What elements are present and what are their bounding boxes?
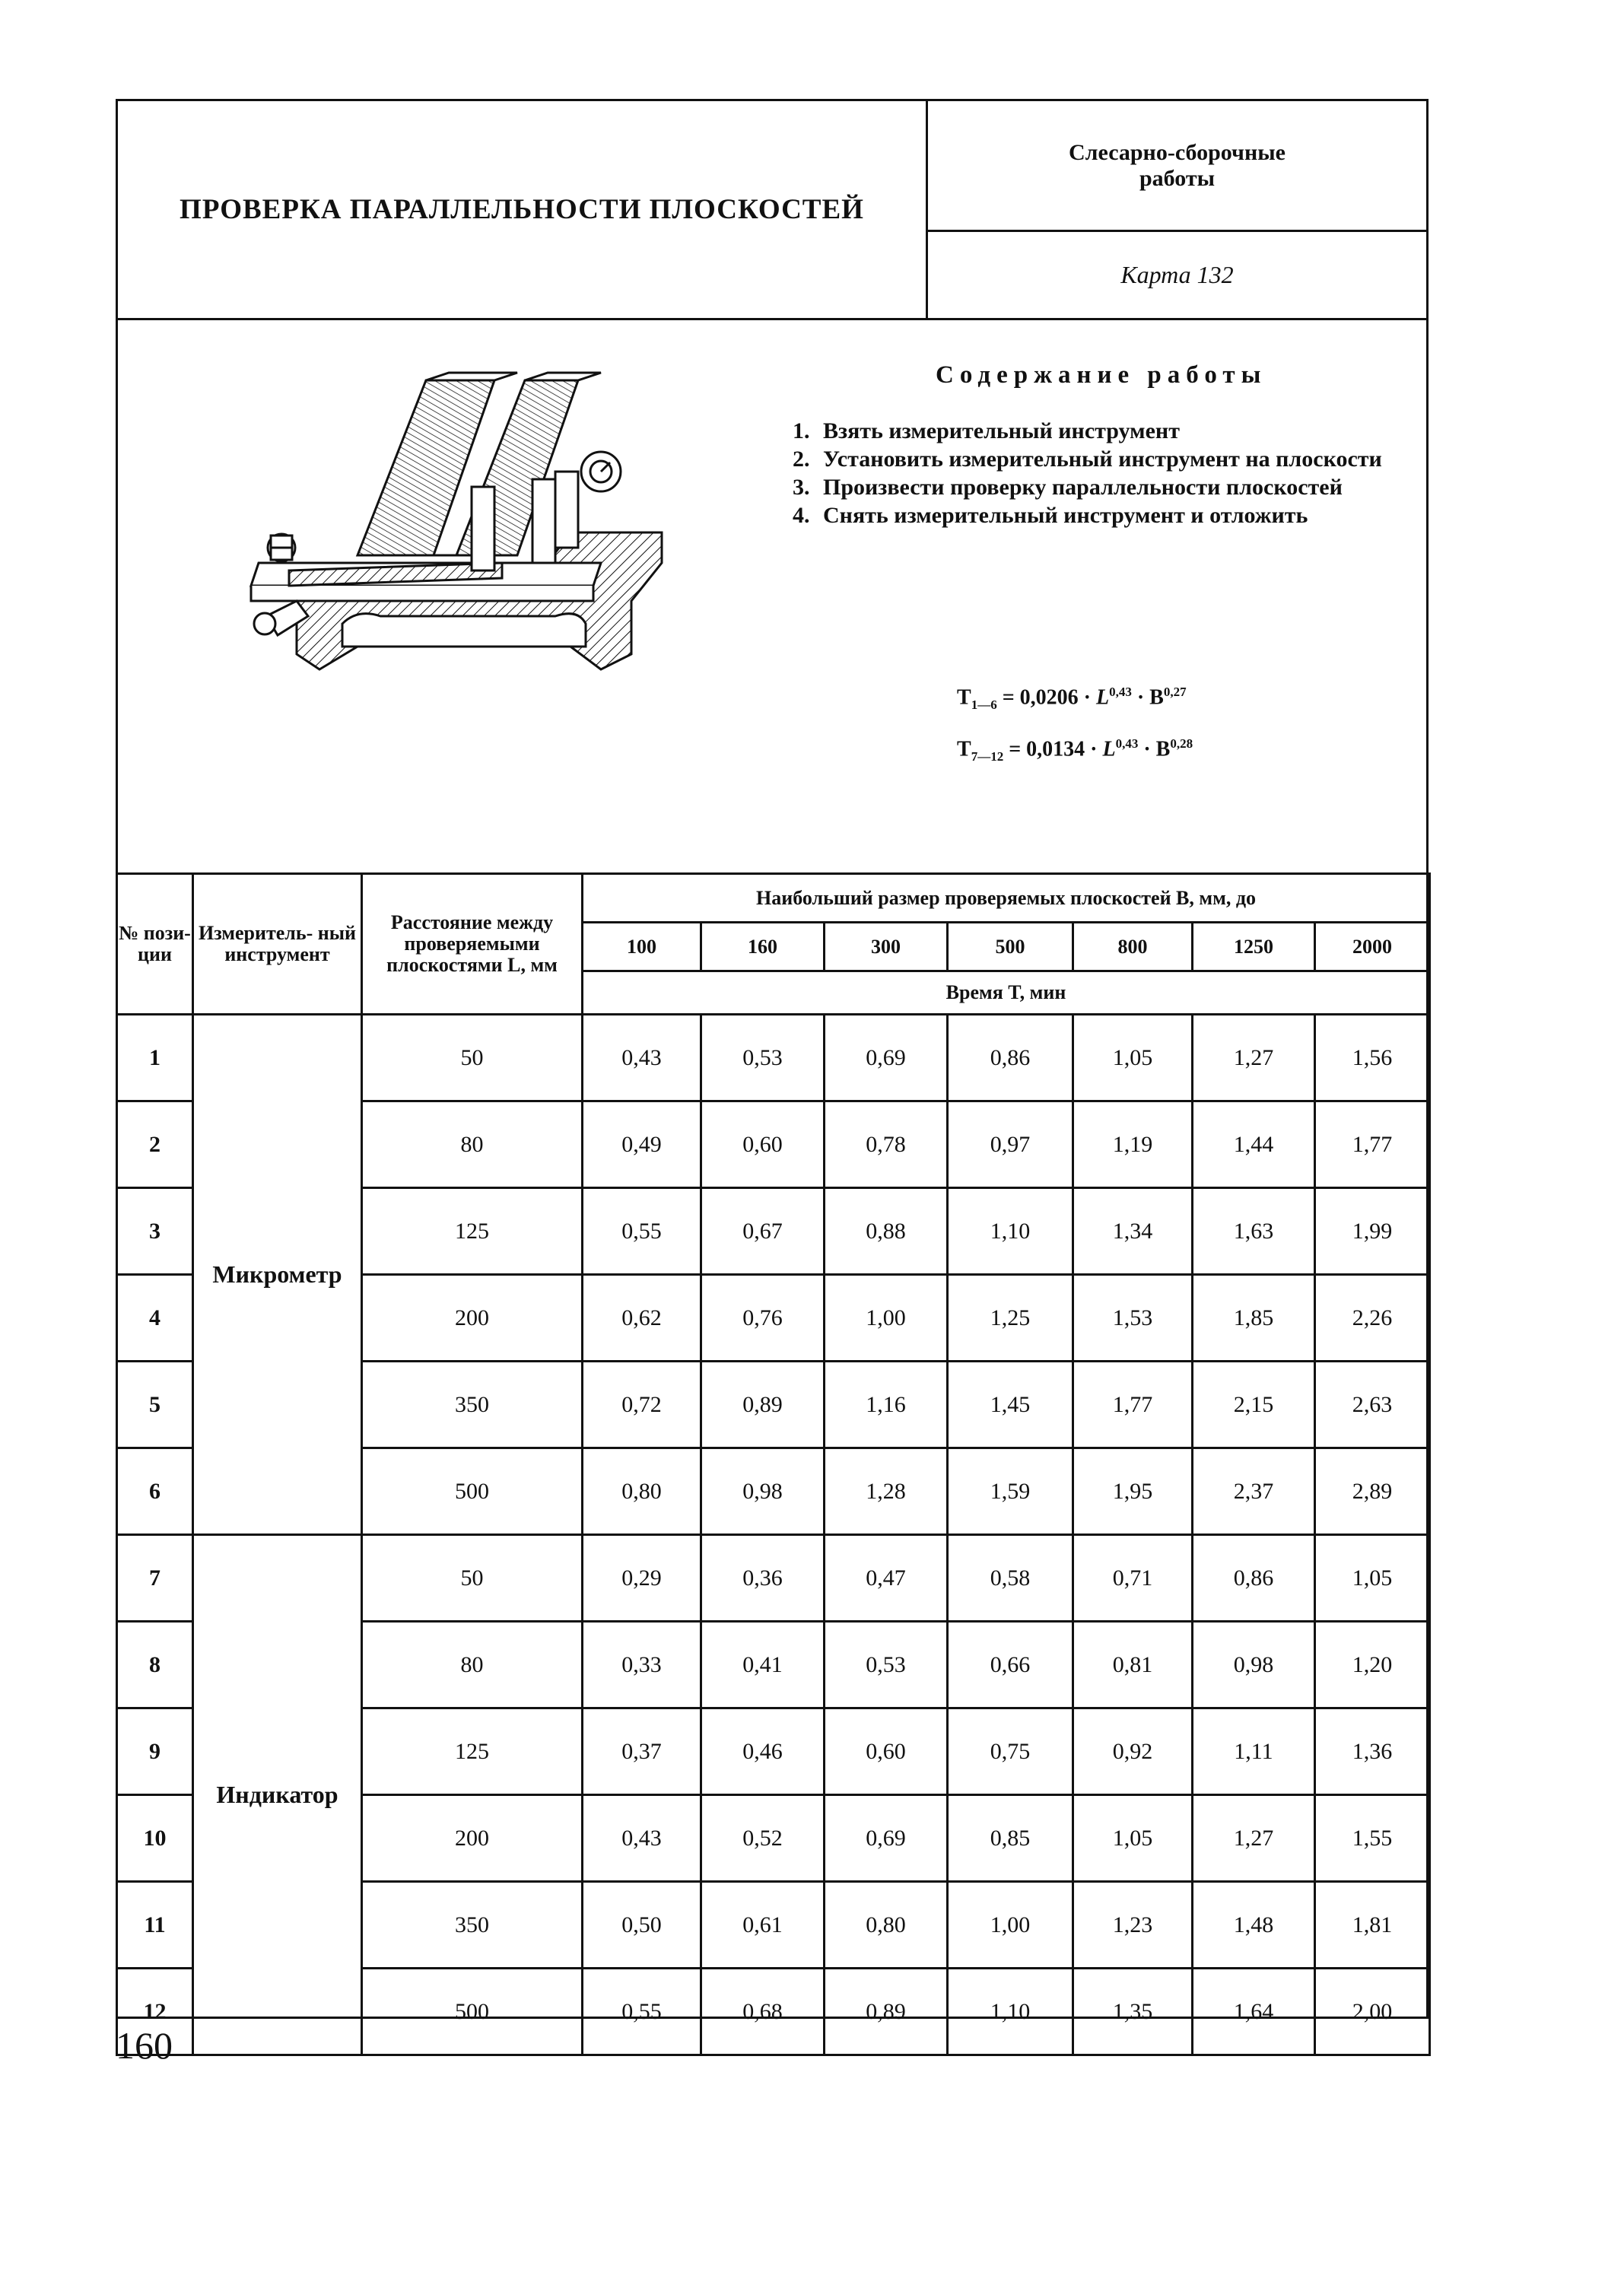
time-value-cell: 0,81	[1073, 1622, 1193, 1708]
size-col-header: 300	[825, 923, 948, 971]
time-value-cell: 0,53	[825, 1622, 948, 1708]
position-cell: 11	[117, 1882, 193, 1969]
time-value-cell: 1,10	[948, 1969, 1073, 2055]
time-value-cell: 1,10	[948, 1188, 1073, 1275]
time-value-cell: 1,19	[1073, 1101, 1193, 1188]
time-value-cell: 0,86	[1193, 1535, 1315, 1622]
distance-cell: 125	[362, 1708, 583, 1795]
time-value-cell: 2,26	[1315, 1275, 1430, 1362]
time-value-cell: 1,64	[1193, 1969, 1315, 2055]
micrometer-illustration	[205, 335, 738, 692]
time-norm-table	[116, 872, 1431, 2056]
step-item: 2. Установить измерительный инструмент на плоскости	[793, 447, 1382, 472]
position-cell: 10	[117, 1795, 193, 1882]
formula-7-12: $T_{7—12} = 0,0134 \cdot L^{0,43} \cdot B^{0,28}$	[957, 736, 1193, 764]
content-title: Содержание работы	[936, 361, 1267, 389]
size-col-header: 500	[948, 923, 1073, 971]
table-row	[117, 1535, 1430, 1622]
page-title: ПРОВЕРКА ПАРАЛЛЕЛЬНОСТИ ПЛОСКОСТЕЙ	[180, 194, 864, 225]
time-value-cell: 1,35	[1073, 1969, 1193, 2055]
distance-cell: 350	[362, 1882, 583, 1969]
time-value-cell: 1,00	[825, 1275, 948, 1362]
time-value-cell: 1,95	[1073, 1448, 1193, 1535]
time-value-cell: 1,99	[1315, 1188, 1430, 1275]
time-value-cell: 0,86	[948, 1015, 1073, 1101]
time-value-cell: 1,27	[1193, 1795, 1315, 1882]
position-cell: 8	[117, 1622, 193, 1708]
time-value-cell: 2,00	[1315, 1969, 1430, 2055]
time-value-cell: 0,43	[583, 1015, 701, 1101]
time-value-cell: 0,62	[583, 1275, 701, 1362]
time-value-cell: 0,49	[583, 1101, 701, 1188]
time-value-cell: 1,85	[1193, 1275, 1315, 1362]
distance-cell: 50	[362, 1015, 583, 1101]
time-value-cell: 0,66	[948, 1622, 1073, 1708]
position-cell: 5	[117, 1362, 193, 1448]
col-distance-header: Расстояние между проверяемыми плоскостями L, мм	[362, 874, 583, 1015]
section-name: Слесарно-сборочные работы	[1069, 139, 1286, 191]
col-position-header: № пози- ции	[117, 874, 193, 1015]
position-cell: 2	[117, 1101, 193, 1188]
work-steps	[793, 417, 1432, 529]
time-value-cell: 0,58	[948, 1535, 1073, 1622]
time-value-cell: 1,63	[1193, 1188, 1315, 1275]
position-cell: 1	[117, 1015, 193, 1101]
tool-cell: Индикатор	[193, 1535, 362, 2055]
time-value-cell: 2,89	[1315, 1448, 1430, 1535]
time-value-cell: 0,69	[825, 1795, 948, 1882]
time-value-cell: 1,56	[1315, 1015, 1430, 1101]
time-value-cell: 0,29	[583, 1535, 701, 1622]
time-value-cell: 0,85	[948, 1795, 1073, 1882]
size-col-header: 1250	[1193, 923, 1315, 971]
time-value-cell: 0,46	[701, 1708, 825, 1795]
time-value-cell: 0,76	[701, 1275, 825, 1362]
time-value-cell: 1,53	[1073, 1275, 1193, 1362]
size-col-header: 2000	[1315, 923, 1430, 971]
time-value-cell: 1,11	[1193, 1708, 1315, 1795]
time-value-cell: 1,05	[1315, 1535, 1430, 1622]
position-cell: 3	[117, 1188, 193, 1275]
distance-cell: 125	[362, 1188, 583, 1275]
distance-cell: 80	[362, 1622, 583, 1708]
table-row	[117, 1015, 1430, 1101]
size-col-header: 100	[583, 923, 701, 971]
header-card-cell	[928, 232, 1426, 318]
time-value-cell: 0,67	[701, 1188, 825, 1275]
time-value-cell: 1,77	[1073, 1362, 1193, 1448]
distance-cell: 500	[362, 1448, 583, 1535]
header-section-cell	[928, 101, 1426, 232]
time-value-cell: 0,92	[1073, 1708, 1193, 1795]
time-value-cell: 0,33	[583, 1622, 701, 1708]
time-value-cell: 1,55	[1315, 1795, 1430, 1882]
time-value-cell: 1,00	[948, 1882, 1073, 1969]
time-value-cell: 2,15	[1193, 1362, 1315, 1448]
position-cell: 9	[117, 1708, 193, 1795]
time-value-cell: 1,23	[1073, 1882, 1193, 1969]
distance-cell: 50	[362, 1535, 583, 1622]
card-number: Карта 132	[1120, 261, 1234, 288]
distance-cell: 80	[362, 1101, 583, 1188]
time-value-cell: 0,72	[583, 1362, 701, 1448]
time-value-cell: 1,20	[1315, 1622, 1430, 1708]
page-number: 160	[116, 2024, 173, 2067]
time-value-cell: 2,37	[1193, 1448, 1315, 1535]
time-value-cell: 1,45	[948, 1362, 1073, 1448]
time-value-cell: 1,05	[1073, 1015, 1193, 1101]
col-size-header: Наибольший размер проверяемых плоскостей B, мм, до	[583, 874, 1430, 923]
time-value-cell: 0,36	[701, 1535, 825, 1622]
time-value-cell: 1,05	[1073, 1795, 1193, 1882]
time-value-cell: 0,55	[583, 1969, 701, 2055]
position-cell: 6	[117, 1448, 193, 1535]
time-value-cell: 1,34	[1073, 1188, 1193, 1275]
time-value-cell: 0,98	[1193, 1622, 1315, 1708]
time-value-cell: 1,59	[948, 1448, 1073, 1535]
time-value-cell: 0,60	[701, 1101, 825, 1188]
size-col-header: 160	[701, 923, 825, 971]
distance-cell: 200	[362, 1275, 583, 1362]
time-value-cell: 1,25	[948, 1275, 1073, 1362]
time-value-cell: 0,78	[825, 1101, 948, 1188]
time-value-cell: 1,36	[1315, 1708, 1430, 1795]
time-value-cell: 0,89	[701, 1362, 825, 1448]
time-value-cell: 0,75	[948, 1708, 1073, 1795]
time-value-cell: 1,81	[1315, 1882, 1430, 1969]
col-tool-header: Измеритель- ный инструмент	[193, 874, 362, 1015]
time-label: Время T, мин	[583, 971, 1430, 1015]
time-value-cell: 1,77	[1315, 1101, 1430, 1188]
time-value-cell: 0,43	[583, 1795, 701, 1882]
time-value-cell: 0,52	[701, 1795, 825, 1882]
time-value-cell: 0,80	[583, 1448, 701, 1535]
time-value-cell: 1,27	[1193, 1015, 1315, 1101]
time-value-cell: 0,41	[701, 1622, 825, 1708]
time-value-cell: 0,61	[701, 1882, 825, 1969]
time-value-cell: 0,60	[825, 1708, 948, 1795]
time-value-cell: 1,48	[1193, 1882, 1315, 1969]
time-value-cell: 0,55	[583, 1188, 701, 1275]
position-cell: 7	[117, 1535, 193, 1622]
time-value-cell: 0,89	[825, 1969, 948, 2055]
time-value-cell: 1,16	[825, 1362, 948, 1448]
time-value-cell: 0,71	[1073, 1535, 1193, 1622]
distance-cell: 500	[362, 1969, 583, 2055]
distance-cell: 350	[362, 1362, 583, 1448]
step-item: 3. Произвести проверку параллельности плоскостей	[793, 475, 1343, 500]
step-item: 4. Снять измерительный инструмент и отложить	[793, 503, 1308, 528]
time-value-cell: 0,68	[701, 1969, 825, 2055]
time-value-cell: 1,28	[825, 1448, 948, 1535]
time-value-cell: 0,97	[948, 1101, 1073, 1188]
time-value-cell: 0,47	[825, 1535, 948, 1622]
position-cell: 4	[117, 1275, 193, 1362]
position-cell: 12	[117, 1969, 193, 2055]
time-value-cell: 0,37	[583, 1708, 701, 1795]
formula-1-6: $T_{1—6} = 0,0206 \cdot L^{0,43} \cdot B^{0,27}$	[957, 685, 1187, 712]
header-title-cell	[118, 101, 928, 318]
time-value-cell: 0,98	[701, 1448, 825, 1535]
time-value-cell: 0,88	[825, 1188, 948, 1275]
time-value-cell: 0,69	[825, 1015, 948, 1101]
size-col-header: 800	[1073, 923, 1193, 971]
step-item: 1. Взять измерительный инструмент	[793, 418, 1180, 443]
time-value-cell: 1,44	[1193, 1101, 1315, 1188]
time-value-cell: 2,63	[1315, 1362, 1430, 1448]
tool-cell: Микрометр	[193, 1015, 362, 1535]
header-divider	[118, 318, 1426, 320]
time-value-cell: 0,53	[701, 1015, 825, 1101]
time-value-cell: 0,50	[583, 1882, 701, 1969]
distance-cell: 200	[362, 1795, 583, 1882]
time-value-cell: 0,80	[825, 1882, 948, 1969]
